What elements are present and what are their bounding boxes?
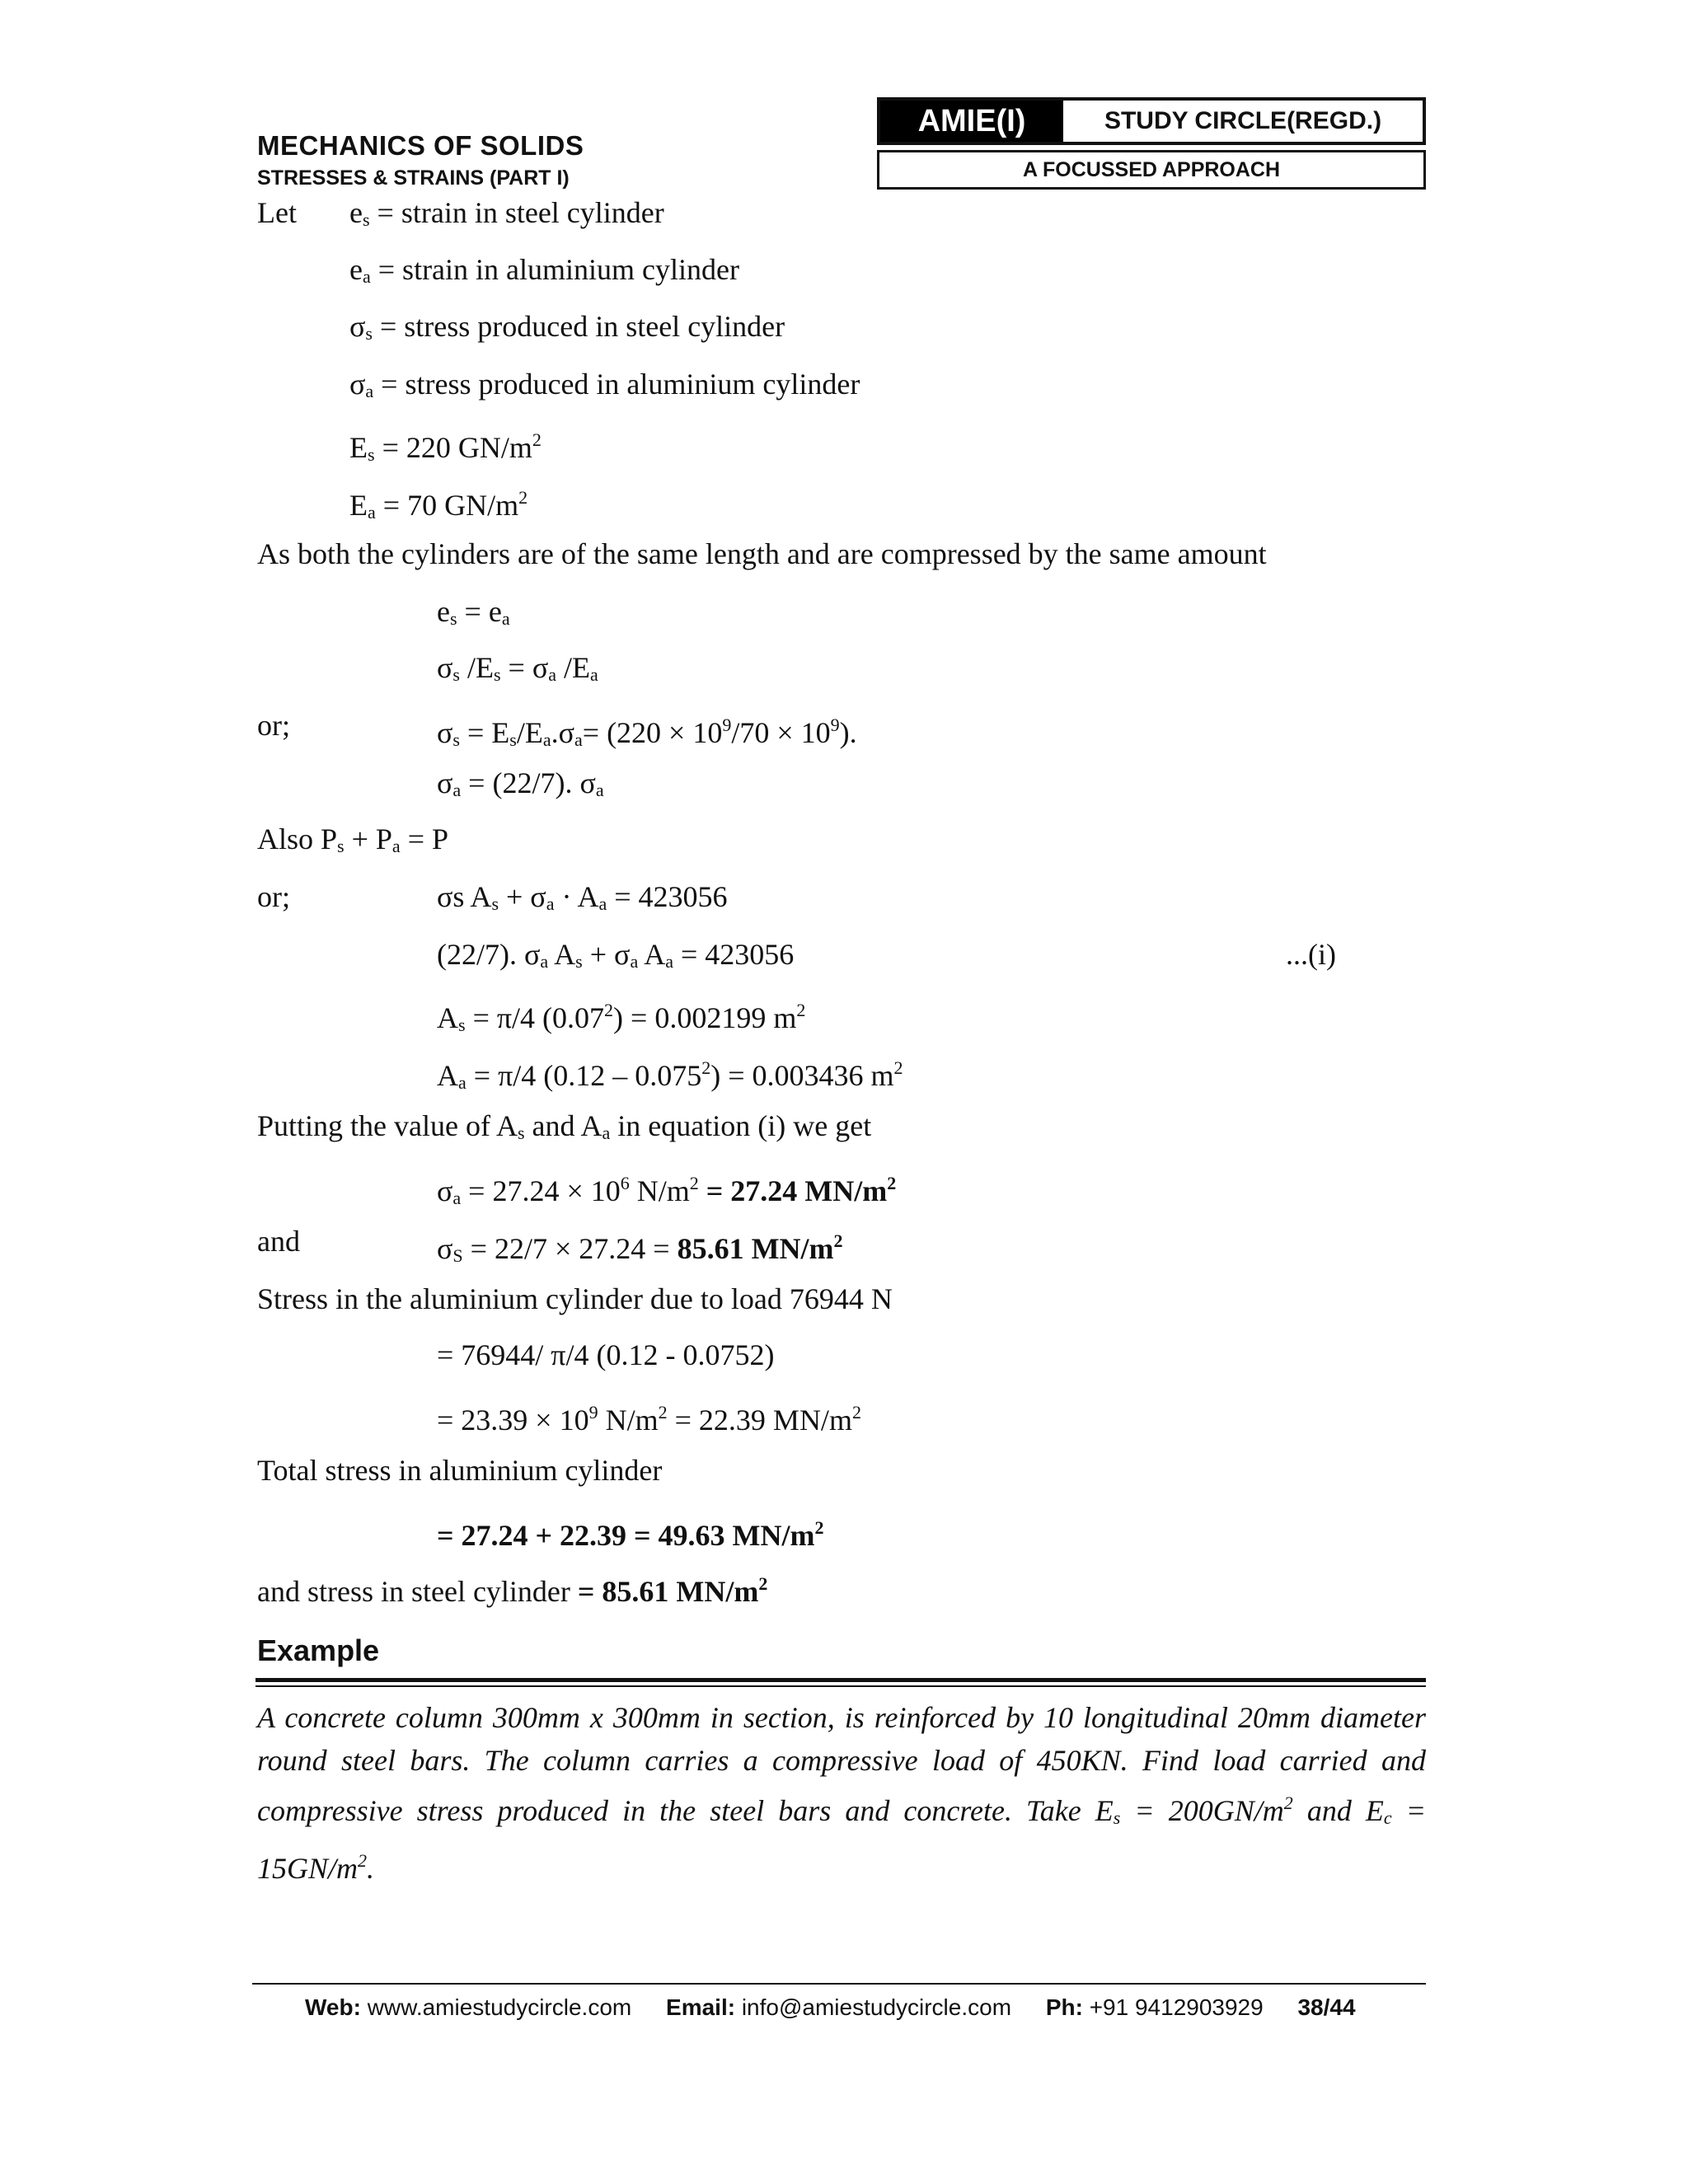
or-label: or; [257, 880, 290, 913]
def-Es: Es = 220 $GN/m^2$ [349, 429, 542, 465]
def-es: es = strain in steel cylinder [349, 196, 664, 230]
result-sigma-s: σS = 22/7 × 27.24 = 85.61 $MN/m^2$ [437, 1230, 843, 1266]
putting-sentence: Putting the value of As and Aa in equation (i) we get [257, 1109, 872, 1143]
calc-line-1: = 76944/ π/4 (0.12 - 0.0752) [437, 1338, 775, 1371]
web-link[interactable]: www.amiestudycircle.com [367, 1994, 632, 2020]
email-link[interactable]: info@amiestudycircle.com [741, 1994, 1012, 2020]
steel-stress: and stress in steel cylinder = 85.61 $MN/m^2$ [257, 1573, 768, 1608]
document-subtitle: STRESSES & STRAINS (PART I) [257, 166, 570, 190]
total-stress-value: = 27.24 + 22.39 = 49.63 $MN/m^2$ [437, 1517, 824, 1552]
def-Ea: Ea = 70 $GN/m^2$ [349, 487, 528, 523]
sentence-both-cylinders: As both the cylinders are of the same length and are compressed by the same amount [257, 537, 1267, 570]
eq-sigma-ratio: σs /Es = σa /Ea [437, 651, 598, 685]
def-sigma-a: σa = stress produced in aluminium cylinder [349, 368, 860, 401]
brand-badge [877, 97, 1426, 145]
document-title: MECHANICS OF SOLIDS [257, 130, 584, 161]
brand-tagline: A FOCUSSED APPROACH [877, 150, 1426, 190]
eq-strain-equal: es = ea [437, 595, 510, 629]
let-label: Let [257, 196, 297, 229]
result-sigma-a: $\sigma a = 27.24 \times 10^6$ $N/m^2 = 27.24$ $MN/m^2$ [437, 1173, 897, 1208]
phone-number: +91 9412903929 [1089, 1994, 1264, 2020]
total-stress-label: Total stress in aluminium cylinder [257, 1454, 663, 1487]
eq-area-aluminium: Aa = π/4 $(0.12 - 0.075^2) = 0.003436$ $m^2$ [437, 1057, 903, 1093]
also-eq: Also Ps + Pa = P [257, 823, 449, 856]
or-label: or; [257, 709, 290, 742]
email-label: Email: [666, 1994, 736, 2020]
calc-line-2: = $23.39 \times 10^9$ $N/m^2 = 22.39$ $MN/m^2$ [437, 1402, 861, 1436]
eq-i: (22/7). σa As + σa Aa = 423056 [437, 938, 795, 972]
example-rule-thin [256, 1685, 1426, 1687]
stress-due-load: Stress in the aluminium cylinder due to load 76944 N [257, 1282, 893, 1315]
eq-force-sum: σs As + σa · Aa = 423056 [437, 880, 728, 914]
eq-area-steel: As = π/4 $(0.07^2) = 0.002199$ $m^2$ [437, 1000, 806, 1035]
page-number: 38/44 [1297, 1994, 1356, 2020]
example-rule-thick [256, 1678, 1426, 1682]
brand-study-circle: STUDY CIRCLE(REGD.) [1104, 107, 1382, 134]
footer [305, 1994, 1356, 2021]
footer-rule [252, 1983, 1426, 1985]
eq-i-label: ...(i) [1286, 938, 1336, 971]
and-label: and [257, 1225, 300, 1258]
def-ea: ea = strain in aluminium cylinder [349, 253, 739, 287]
def-sigma-s: σs = stress produced in steel cylinder [349, 310, 785, 344]
brand-amie: AMIE(I) [880, 101, 1063, 142]
example-title: Example [257, 1633, 380, 1667]
example-problem: A concrete column 300mm x 300mm in section, is reinforced by 10 longitudinal 20mm diameter round steel bars. The column carries a compressive load of 450KN. Find load carried and compressive stress produced in the steel bars and concrete. Take $Es = 200GN/m^2$ and $Ec = 15GN/m^2$. [257, 1701, 1427, 1885]
eq-sigma-a-ratio: σa = (22/7). σa [437, 766, 604, 800]
web-label: Web: [305, 1994, 361, 2020]
eq-sigma-s: $\sigma s = Es/Ea.\sigma a= (220 \times 10^9/70 \times 10^9)$. [437, 715, 857, 750]
phone-label: Ph: [1045, 1994, 1083, 2020]
